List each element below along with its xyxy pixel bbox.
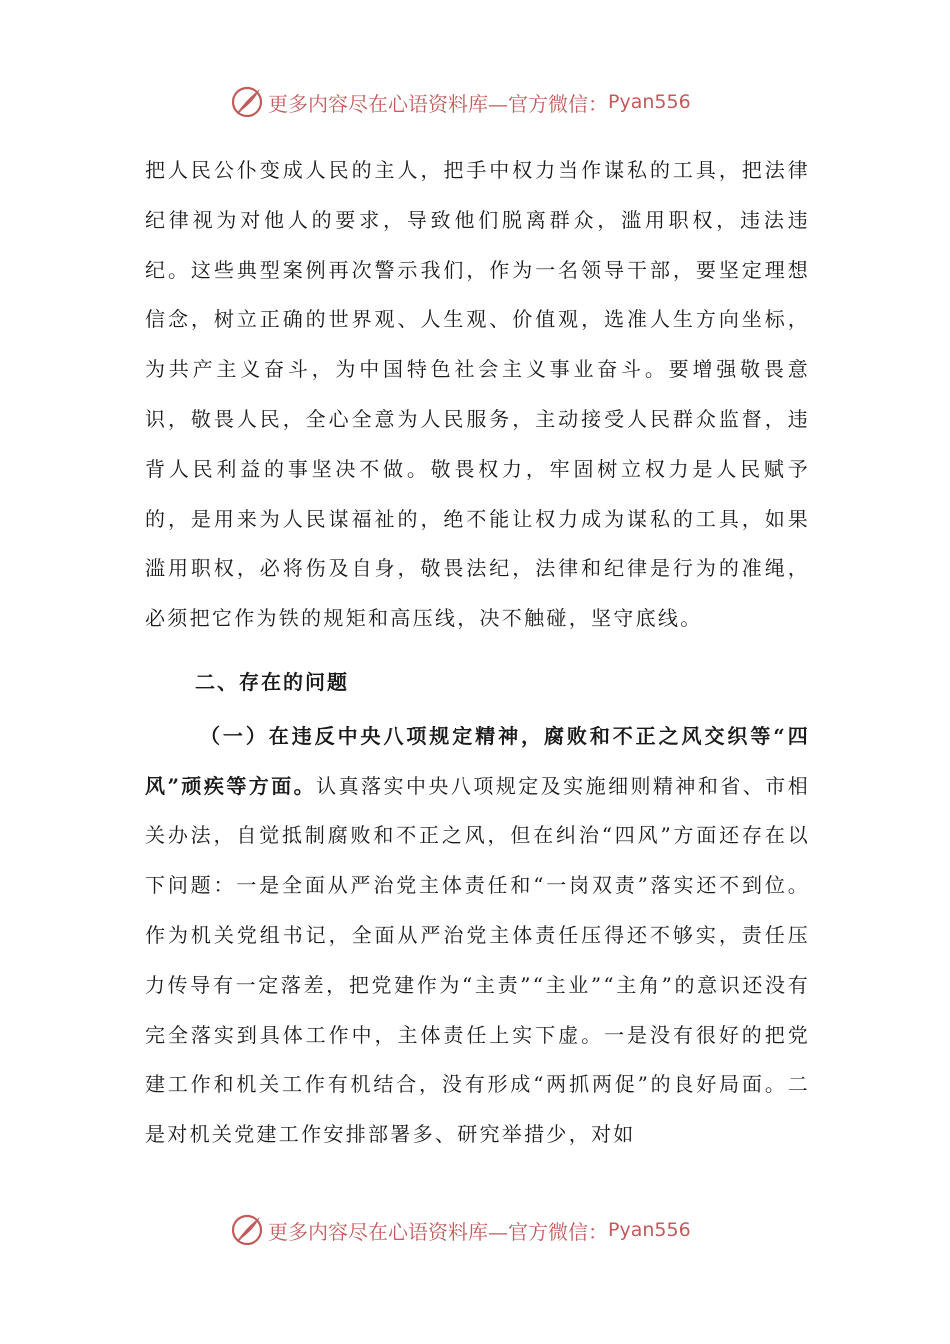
watermark-account: Pyan556 (608, 91, 691, 113)
sub-section-paragraph (145, 712, 810, 1160)
watermark-banner-bottom (230, 1210, 750, 1250)
quill-seal-logo-icon (230, 1213, 264, 1247)
sub-section-heading: （一）在违反中央八项规定精神，腐败和不正之风交织等“四风”顽疾等方面。 (145, 723, 810, 798)
document-body (145, 146, 810, 1160)
watermark-account: Pyan556 (608, 1219, 691, 1241)
section-heading: 二、存在的问题 (195, 669, 349, 694)
intro-paragraph: 把人民公仆变成人民的主人，把手中权力当作谋私的工具，把法律纪律视为对他人的要求，导致他们脱离群众，滥用职权，违法违纪。这些典型案例再次警示我们，作为一名领导干部，要坚定理想信念，树立正确的世界观、人生观、价值观，选准人生方向坐标，为共产主义奋斗，为中国特色社会主义事业奋斗。要增强敬畏意识，敬畏人民，全心全意为人民服务，主动接受人民群众监督，违背人民利益的事坚决不做。敬畏权力，牢固树立权力是人民赋予的，是用来为人民谋福祉的，绝不能让权力成为谋私的工具，如果滥用职权，必将伤及自身，敬畏法纪，法律和纪律是行为的准绳，必须把它作为铁的规矩和高压线，决不触碰，坚守底线。 (145, 158, 810, 631)
quill-seal-logo-icon (230, 85, 264, 119)
watermark-text: 更多内容尽在心语资料库—官方微信： (268, 1219, 608, 1244)
sub-section-text: 认真落实中央八项规定及实施细则精神和省、市相关办法，自觉抵制腐败和不正之风，但在纠治“四风”方面还存在以下问题：一是全面从严治党主体责任和“一岗双责”落实还不到位。作为机关党组书记，全面从严治党主体责任压得还不够实，责任压力传导有一定落差，把党建作为“主责”“主业”“主角”的意识还没有完全落实到具体工作中，主体责任上实下虚。一是没有很好的把党建工作和机关工作有机结合，没有形成“两抓两促”的良好局面。二是对机关党建工作安排部署多、研究举措少，对如 (145, 773, 811, 1147)
watermark-text: 更多内容尽在心语资料库—官方微信： (268, 91, 608, 116)
watermark-banner-top (230, 82, 750, 122)
